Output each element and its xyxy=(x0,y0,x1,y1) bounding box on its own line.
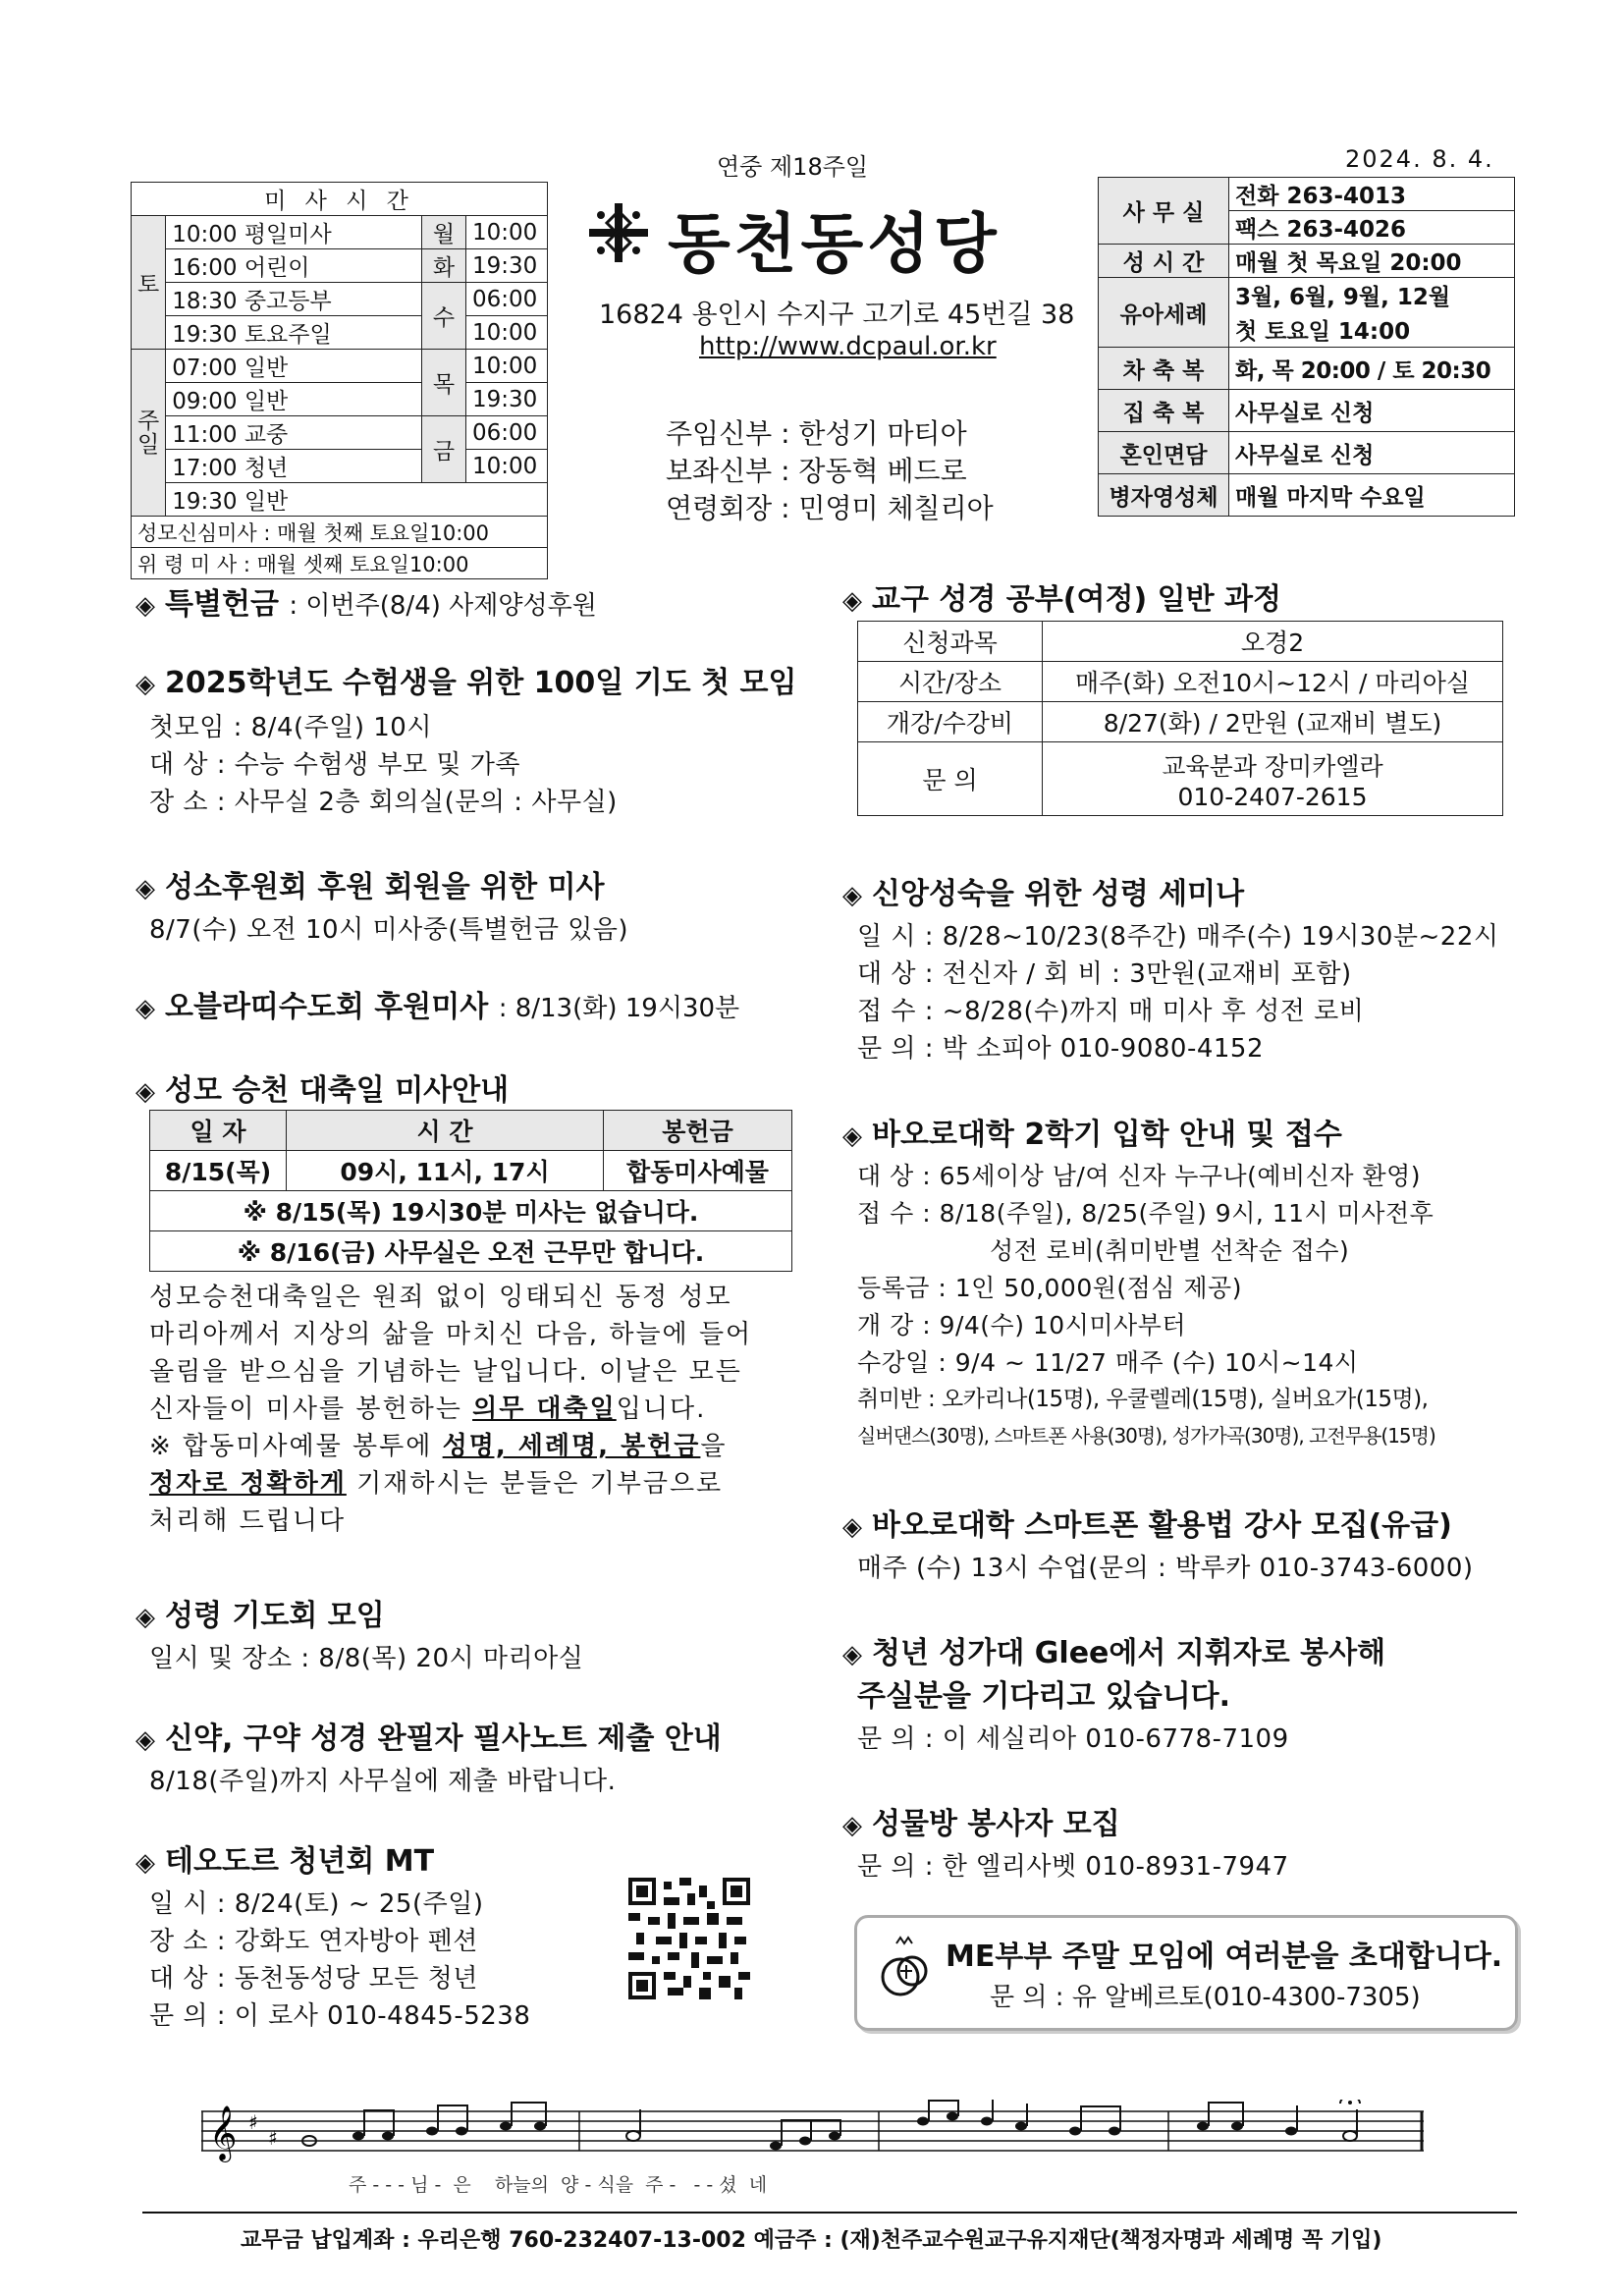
section-bible-note: ◈ 신약, 구약 성경 완필자 필사노트 제출 안내 xyxy=(135,1722,722,1756)
value-cell: 매주(화) 오전10시~12시 / 마리아실 xyxy=(1043,662,1503,702)
seminar-line-4: 문 의 : 박 소피아 010-9080-4152 xyxy=(857,1034,1265,1064)
mass-times-table xyxy=(131,182,548,579)
bulletin-date: 2024. 8. 4. xyxy=(1345,145,1494,173)
baptism-value-1: 3월, 6월, 9월, 12월 xyxy=(1229,278,1515,313)
college-line-4: 등록금 : 1인 50,000원(점심 제공) xyxy=(857,1274,1242,1302)
staff-1: 주임신부 : 한성기 마티아 xyxy=(666,417,967,450)
svg-text:♯: ♯ xyxy=(268,2126,278,2150)
glee-line: 문 의 : 이 세실리아 010-6778-7109 xyxy=(857,1724,1289,1754)
section-youth-mt: ◈ 테오도르 청년회 MT xyxy=(135,1844,435,1879)
college-line-1: 대 상 : 65세이상 남/여 신자 누구나(예비신자 환영) xyxy=(857,1162,1421,1190)
assumption-table xyxy=(149,1110,792,1272)
section-special-offering: ◈ 특별헌금 : 이번주(8/4) 사제양성후원 xyxy=(135,587,597,622)
assumption-para: 성모승천대축일은 원죄 없이 잉태되신 동정 성모 xyxy=(149,1283,732,1312)
college-line-8: 실버댄스(30명), 스마트폰 사용(30명), 성가가곡(30명), 고전무용(15명) xyxy=(857,1424,1435,1448)
college-line-2: 접 수 : 8/18(주일), 8/25(주일) 9시, 11시 미사전후 xyxy=(857,1199,1435,1228)
exam-line-2: 대 상 : 수능 수험생 부모 및 가족 xyxy=(149,750,521,780)
staff-2: 보좌신부 : 장동혁 베드로 xyxy=(666,455,967,487)
mass-row: 10:00 평일미사 xyxy=(166,216,422,249)
week-label: 연중 제18주일 xyxy=(717,153,869,181)
mass-times-title: 미 사 시 간 xyxy=(132,183,548,216)
diamond-icon: ◈ xyxy=(135,1725,155,1755)
value-cell: 교육분과 장미카엘라 010-2407-2615 xyxy=(1043,742,1503,816)
footer-rule xyxy=(142,2212,1517,2214)
diamond-icon: ◈ xyxy=(842,1121,862,1151)
mt-line-3: 대 상 : 동천동성당 모든 청년 xyxy=(149,1964,478,1994)
me-contact: 문 의 : 유 알베르토(010-4300-7305) xyxy=(990,1983,1421,2012)
section-vocation-mass: ◈ 성소후원회 후원 회원을 위한 미사 xyxy=(135,870,605,904)
weekday-wed: 수 xyxy=(422,283,466,350)
exam-line-1: 첫모임 : 8/4(주일) 10시 xyxy=(149,713,432,742)
church-logo-icon xyxy=(587,201,650,264)
bible-note-line: 8/18(주일)까지 사무실에 제출 바랍니다. xyxy=(149,1767,617,1796)
assumption-para: 정자로 정확하게 기재하시는 분들은 기부금으로 xyxy=(149,1469,724,1499)
mass-row: 11:00 교중 xyxy=(166,416,422,450)
college-line-5: 개 강 : 9/4(수) 10시미사부터 xyxy=(857,1311,1186,1339)
marriage-label: 혼인면담 xyxy=(1099,432,1229,474)
svg-text:♯: ♯ xyxy=(248,2110,258,2134)
section-glee-choir: ◈ 청년 성가대 Glee에서 지휘자로 봉사해 xyxy=(842,1636,1386,1670)
church-url[interactable]: http://www.dcpaul.or.kr xyxy=(699,332,997,361)
diamond-icon: ◈ xyxy=(842,1640,862,1669)
section-spirit-prayer: ◈ 성령 기도회 모임 xyxy=(135,1599,385,1633)
assumption-para: 마리아께서 지상의 삶을 마치신 다음, 하늘에 들어 xyxy=(149,1320,753,1349)
diamond-icon: ◈ xyxy=(842,586,862,616)
baptism-value-2: 첫 토요일 14:00 xyxy=(1229,312,1515,348)
spirit-prayer-line: 일시 및 장소 : 8/8(목) 20시 마리아실 xyxy=(149,1644,584,1673)
assumption-para: 신자들이 미사를 봉헌하는 의무 대축일입니다. xyxy=(149,1394,707,1424)
mt-line-1: 일 시 : 8/24(토) ~ 25(주일) xyxy=(149,1889,484,1919)
diamond-icon: ◈ xyxy=(842,881,862,910)
assumption-para: 처리해 드립니다 xyxy=(149,1506,347,1536)
tue-time: 19:30 xyxy=(466,249,548,283)
car-blessing-value: 화, 목 20:00 / 토 20:30 xyxy=(1229,348,1515,390)
section-bible-study: ◈ 교구 성경 공부(여정) 일반 과정 xyxy=(842,582,1281,617)
diamond-icon: ◈ xyxy=(135,874,155,903)
fri-time: 10:00 xyxy=(466,450,548,483)
smartphone-line: 매주 (수) 13시 수업(문의 : 박루카 010-3743-6000) xyxy=(857,1554,1474,1583)
diamond-icon: ◈ xyxy=(135,1077,155,1107)
note-row: ※ 8/15(목) 19시30분 미사는 없습니다. xyxy=(150,1191,792,1231)
mass-row: 19:30 일반 xyxy=(166,483,548,517)
adoration-label: 성 시 간 xyxy=(1099,245,1229,278)
wed-time: 10:00 xyxy=(466,316,548,350)
car-blessing-label: 차 축 복 xyxy=(1099,348,1229,390)
rings-icon xyxy=(877,1936,936,2004)
glee-title-2: 주실분을 기다리고 있습니다. xyxy=(857,1679,1231,1714)
special-mass-1: 성모신심미사 : 매월 첫째 토요일10:00 xyxy=(132,517,548,548)
label-cell: 신청과목 xyxy=(858,622,1043,662)
cell: 09시, 11시, 17시 xyxy=(287,1151,604,1191)
weekday-fri: 금 xyxy=(422,416,466,483)
college-line-7: 취미반 : 오카리나(15명), 우쿨렐레(15명), 실버요가(15명), xyxy=(857,1387,1429,1412)
baptism-label: 유아세례 xyxy=(1099,278,1229,348)
diamond-icon: ◈ xyxy=(135,1603,155,1632)
seminar-line-1: 일 시 : 8/28~10/23(8주간) 매주(수) 19시30분~22시 xyxy=(857,922,1499,952)
label-cell: 문 의 xyxy=(858,742,1043,816)
church-address: 16824 용인시 수지구 고기로 45번길 38 xyxy=(599,300,1075,330)
exam-line-3: 장 소 : 사무실 2층 회의실(문의 : 사무실) xyxy=(149,788,618,817)
section-smartphone-teacher: ◈ 바오로대학 스마트폰 활용법 강사 모집(유급) xyxy=(842,1508,1452,1543)
saturday-label: 토 xyxy=(132,216,166,350)
house-blessing-value: 사무실로 신청 xyxy=(1229,390,1515,432)
diamond-icon: ◈ xyxy=(842,1811,862,1840)
cell: 8/15(목) xyxy=(150,1151,287,1191)
thu-time: 19:30 xyxy=(466,383,548,416)
college-line-6: 수강일 : 9/4 ~ 11/27 매주 (수) 10시~14시 xyxy=(857,1348,1359,1377)
sunday-label: 주 일 xyxy=(132,350,166,517)
col-header: 시 간 xyxy=(287,1111,604,1151)
section-exam-prayer: ◈ 2025학년도 수험생을 위한 100일 기도 첫 모임 xyxy=(135,666,797,700)
gift-shop-line: 문 의 : 한 엘리사벳 010-8931-7947 xyxy=(857,1852,1289,1882)
section-assumption: ◈ 성모 승천 대축일 미사안내 xyxy=(135,1073,510,1108)
music-lyrics: 주 - - - 님 - 은 하늘의 양 - 식을 주 - - - 셨 네 xyxy=(349,2174,768,2196)
mass-row: 07:00 일반 xyxy=(166,350,422,383)
seminar-line-3: 접 수 : ~8/28(수)까지 매 미사 후 성전 로비 xyxy=(857,997,1365,1026)
me-banner xyxy=(854,1915,1518,2031)
vocation-line: 8/7(수) 오전 10시 미사중(특별헌금 있음) xyxy=(149,915,629,945)
diamond-icon: ◈ xyxy=(842,1512,862,1542)
church-name: 동천동성당 xyxy=(668,206,1001,282)
section-spirit-seminar: ◈ 신앙성숙을 위한 성령 세미나 xyxy=(842,877,1245,911)
sick-communion-value: 매월 마지막 수요일 xyxy=(1229,474,1515,517)
weekday-thu: 목 xyxy=(422,350,466,416)
music-staff xyxy=(201,2100,1424,2168)
seminar-line-2: 대 상 : 전신자 / 회 비 : 3만원(교재비 포함) xyxy=(857,959,1352,989)
staff-3: 연령회장 : 민영미 체칠리아 xyxy=(666,492,994,524)
college-line-3: 성전 로비(취미반별 선착순 접수) xyxy=(990,1236,1350,1265)
special-mass-2: 위 령 미 사 : 매월 셋째 토요일10:00 xyxy=(132,548,548,579)
svg-text:𝄞: 𝄞 xyxy=(209,2105,238,2160)
mass-row: 19:30 토요주일 xyxy=(166,316,422,350)
mon-time: 10:00 xyxy=(466,216,548,249)
weekday-mon: 월 xyxy=(422,216,466,249)
mass-row: 16:00 어린이 xyxy=(166,249,422,283)
office-info-table xyxy=(1098,177,1515,517)
adoration-value: 매월 첫 목요일 20:00 xyxy=(1229,245,1515,278)
mt-line-2: 장 소 : 강화도 연자방아 펜션 xyxy=(149,1927,478,1956)
note-row: ※ 8/16(금) 사무실은 오전 근무만 합니다. xyxy=(150,1231,792,1272)
section-gift-shop: ◈ 성물방 봉사자 모집 xyxy=(842,1807,1120,1841)
mt-line-4: 문 의 : 이 로사 010-4845-5238 xyxy=(149,2001,531,2031)
bible-study-table xyxy=(857,621,1503,816)
value-cell: 오경2 xyxy=(1043,622,1503,662)
label-cell: 개강/수강비 xyxy=(858,702,1043,742)
value-cell: 8/27(화) / 2만원 (교재비 별도) xyxy=(1043,702,1503,742)
me-title: ME부부 주말 모임에 여러분을 초대합니다. xyxy=(946,1940,1503,1974)
wed-time: 06:00 xyxy=(466,283,548,316)
office-phone: 전화 263-4013 xyxy=(1229,178,1515,211)
section-oblates-mass: ◈ 오블라띠수도회 후원미사 : 8/13(화) 19시30분 xyxy=(135,990,740,1024)
thu-time: 10:00 xyxy=(466,350,548,383)
mass-row: 18:30 중고등부 xyxy=(166,283,422,316)
assumption-para: 올림을 받으심을 기념하는 날입니다. 이날은 모든 xyxy=(149,1357,742,1387)
diamond-icon: ◈ xyxy=(135,1848,155,1878)
label-cell: 시간/장소 xyxy=(858,662,1043,702)
office-label: 사 무 실 xyxy=(1099,178,1229,245)
mass-row: 17:00 청년 xyxy=(166,450,422,483)
col-header: 봉헌금 xyxy=(604,1111,792,1151)
mass-row: 09:00 일반 xyxy=(166,383,422,416)
footer-account: 교무금 납입계좌 : 우리은행 760-232407-13-002 예금주 : (재)천주교수원교구유지재단(책정자명과 세례명 꼭 기입) xyxy=(241,2228,1382,2253)
fri-time: 06:00 xyxy=(466,416,548,450)
qr-code-icon[interactable] xyxy=(628,1878,750,1999)
diamond-icon: ◈ xyxy=(135,591,155,621)
diamond-icon: ◈ xyxy=(135,994,155,1023)
col-header: 일 자 xyxy=(150,1111,287,1151)
cell: 합동미사예물 xyxy=(604,1151,792,1191)
office-fax: 팩스 263-4026 xyxy=(1229,211,1515,245)
section-paul-college: ◈ 바오로대학 2학기 입학 안내 및 접수 xyxy=(842,1118,1342,1152)
assumption-para: ※ 합동미사예물 봉투에 성명, 세례명, 봉헌금을 xyxy=(149,1432,728,1461)
diamond-icon: ◈ xyxy=(135,670,155,699)
sick-communion-label: 병자영성체 xyxy=(1099,474,1229,517)
weekday-tue: 화 xyxy=(422,249,466,283)
house-blessing-label: 집 축 복 xyxy=(1099,390,1229,432)
marriage-value: 사무실로 신청 xyxy=(1229,432,1515,474)
